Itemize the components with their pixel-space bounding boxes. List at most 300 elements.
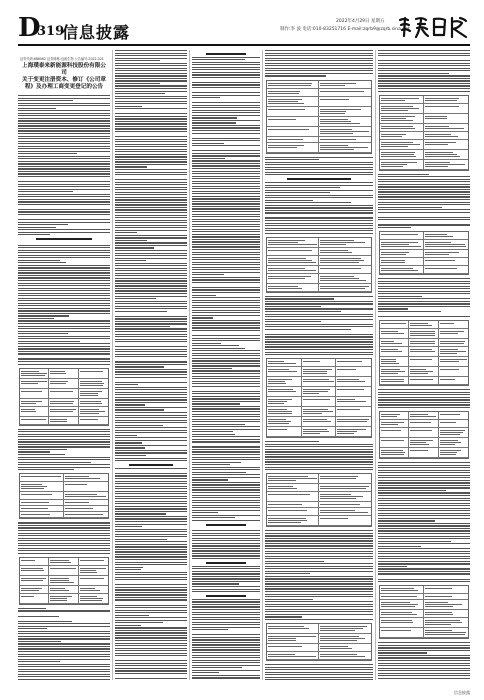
text-line bbox=[192, 553, 260, 554]
text-line bbox=[192, 512, 218, 513]
table-cell bbox=[64, 482, 108, 491]
text-line bbox=[18, 616, 59, 617]
text-line bbox=[18, 333, 68, 334]
page-number: 319 bbox=[37, 24, 65, 39]
text-line bbox=[378, 467, 470, 468]
text-line bbox=[115, 311, 167, 312]
text-line bbox=[115, 645, 187, 646]
table-cell bbox=[79, 379, 108, 388]
table-row bbox=[267, 387, 371, 397]
table-cell bbox=[20, 379, 49, 388]
text-line bbox=[265, 611, 373, 612]
column-4 bbox=[265, 50, 373, 680]
table-row bbox=[267, 397, 371, 407]
table-cell bbox=[64, 506, 108, 511]
text-line bbox=[378, 63, 470, 64]
text-line bbox=[115, 526, 142, 527]
text-line bbox=[192, 115, 260, 116]
table-cell bbox=[79, 407, 108, 416]
text-line bbox=[115, 113, 187, 114]
text-line bbox=[192, 363, 260, 364]
text-line bbox=[115, 144, 187, 145]
text-line bbox=[115, 620, 187, 621]
table-cell bbox=[409, 428, 438, 437]
text-line bbox=[192, 345, 239, 346]
text-line bbox=[18, 118, 110, 119]
text-line bbox=[192, 143, 224, 144]
table-cell bbox=[302, 367, 337, 376]
text-line bbox=[115, 470, 187, 471]
text-line bbox=[265, 667, 373, 668]
section-heading bbox=[36, 238, 91, 240]
table-cell bbox=[424, 250, 468, 257]
text-line bbox=[378, 58, 470, 59]
text-line bbox=[18, 255, 110, 256]
text-line bbox=[115, 478, 187, 479]
table-cell bbox=[380, 438, 409, 447]
text-line bbox=[115, 323, 187, 324]
table-cell bbox=[20, 369, 49, 378]
text-line bbox=[265, 187, 340, 188]
text-line bbox=[115, 182, 187, 183]
table-cell bbox=[409, 347, 438, 356]
text-line bbox=[115, 506, 187, 507]
text-line bbox=[115, 531, 187, 532]
text-line bbox=[265, 169, 373, 170]
table-cell bbox=[336, 417, 371, 426]
text-line bbox=[265, 581, 373, 582]
table-cell bbox=[319, 266, 371, 273]
text-line bbox=[378, 50, 470, 51]
text-line bbox=[378, 543, 470, 544]
text-line bbox=[192, 145, 260, 146]
text-line bbox=[378, 462, 470, 463]
text-line bbox=[115, 655, 187, 656]
text-line bbox=[265, 446, 373, 447]
text-line bbox=[115, 253, 187, 254]
text-line bbox=[265, 349, 373, 350]
text-line bbox=[18, 209, 110, 210]
text-line bbox=[115, 318, 187, 319]
table-cell bbox=[267, 427, 302, 436]
text-line bbox=[192, 122, 236, 123]
text-line bbox=[265, 672, 373, 673]
text-line bbox=[192, 662, 260, 663]
text-line bbox=[265, 558, 373, 559]
table-row bbox=[20, 417, 108, 425]
text-line bbox=[378, 392, 470, 393]
text-line bbox=[192, 282, 260, 283]
footer-mark: 信息披露 bbox=[454, 690, 470, 695]
text-line bbox=[192, 517, 235, 518]
text-line bbox=[378, 465, 470, 466]
text-line bbox=[265, 298, 334, 299]
text-line bbox=[115, 567, 143, 568]
text-line bbox=[265, 548, 373, 549]
text-line bbox=[192, 571, 260, 572]
data-table bbox=[379, 411, 469, 459]
text-line bbox=[192, 201, 260, 202]
text-line bbox=[192, 505, 260, 506]
text-line bbox=[192, 543, 260, 544]
text-line bbox=[192, 168, 260, 169]
text-line bbox=[115, 96, 187, 97]
text-line bbox=[115, 296, 187, 297]
table-row bbox=[20, 407, 108, 417]
text-line bbox=[115, 341, 187, 342]
table-cell bbox=[380, 628, 424, 637]
text-line bbox=[115, 420, 187, 421]
table-row bbox=[267, 407, 371, 417]
text-line bbox=[18, 522, 110, 523]
text-line bbox=[192, 181, 260, 182]
table-cell bbox=[424, 618, 468, 627]
text-line bbox=[192, 327, 260, 328]
data-table bbox=[266, 623, 372, 661]
text-line bbox=[18, 103, 110, 104]
data-table bbox=[379, 320, 469, 386]
text-line bbox=[115, 126, 187, 127]
text-line bbox=[378, 399, 470, 400]
table-cell bbox=[79, 558, 108, 565]
text-line bbox=[192, 125, 260, 126]
text-line bbox=[115, 268, 187, 269]
text-line bbox=[18, 643, 110, 644]
text-line bbox=[192, 198, 260, 199]
table-cell bbox=[319, 502, 371, 507]
table-row bbox=[380, 610, 468, 618]
text-line bbox=[265, 164, 373, 165]
text-line bbox=[192, 436, 260, 437]
text-line bbox=[18, 300, 110, 301]
text-line bbox=[192, 677, 260, 678]
text-line bbox=[378, 642, 470, 643]
text-line bbox=[115, 255, 187, 256]
text-line bbox=[265, 326, 373, 327]
text-line bbox=[192, 558, 260, 559]
text-line bbox=[18, 618, 110, 619]
text-line bbox=[192, 528, 260, 529]
text-line bbox=[265, 578, 373, 579]
text-line bbox=[192, 236, 260, 237]
column-divider bbox=[112, 50, 113, 680]
text-line bbox=[115, 536, 187, 537]
table-row bbox=[380, 586, 468, 594]
text-line bbox=[18, 343, 110, 344]
table-row bbox=[380, 114, 468, 124]
text-line bbox=[192, 148, 260, 149]
text-line bbox=[18, 328, 110, 329]
text-line bbox=[115, 85, 187, 86]
table-row bbox=[20, 389, 108, 399]
newspaper-logo bbox=[396, 14, 470, 40]
text-line bbox=[115, 445, 187, 446]
text-line bbox=[192, 292, 260, 293]
text-line bbox=[115, 437, 187, 438]
text-line bbox=[265, 619, 373, 620]
text-line bbox=[192, 497, 260, 498]
table-cell bbox=[439, 357, 468, 366]
text-line bbox=[115, 491, 187, 492]
table-row bbox=[380, 428, 468, 438]
table-row bbox=[20, 566, 108, 576]
text-line bbox=[378, 311, 441, 312]
table-cell bbox=[267, 274, 319, 283]
text-line bbox=[18, 308, 110, 309]
text-line bbox=[192, 244, 260, 245]
text-line bbox=[192, 72, 260, 73]
text-line bbox=[115, 354, 187, 355]
text-line bbox=[115, 197, 187, 198]
text-line bbox=[115, 361, 187, 362]
text-line bbox=[192, 660, 260, 661]
table-cell bbox=[319, 652, 371, 659]
text-line bbox=[378, 204, 470, 205]
table-row bbox=[267, 492, 371, 502]
text-line bbox=[265, 60, 373, 61]
text-line bbox=[115, 409, 164, 410]
text-line bbox=[192, 583, 239, 584]
text-line bbox=[115, 673, 187, 674]
text-line bbox=[192, 279, 260, 280]
text-line bbox=[192, 502, 260, 503]
text-line bbox=[115, 149, 187, 150]
text-line bbox=[192, 107, 260, 108]
text-line bbox=[115, 344, 187, 345]
text-line bbox=[192, 655, 260, 656]
text-line bbox=[378, 510, 470, 511]
text-line bbox=[265, 55, 373, 56]
table-cell bbox=[267, 474, 319, 483]
text-line bbox=[115, 554, 187, 555]
text-line bbox=[192, 333, 260, 334]
text-line bbox=[18, 318, 54, 319]
text-line bbox=[265, 586, 373, 587]
table-row bbox=[267, 97, 371, 107]
table-cell bbox=[319, 97, 371, 106]
text-line bbox=[18, 179, 110, 180]
article-body bbox=[378, 50, 470, 680]
text-line bbox=[18, 222, 110, 223]
data-table bbox=[19, 473, 109, 519]
table-cell bbox=[64, 492, 108, 499]
text-line bbox=[192, 360, 260, 361]
table-cell bbox=[267, 89, 319, 96]
text-line bbox=[192, 102, 260, 103]
column-3 bbox=[192, 50, 260, 680]
table-cell bbox=[424, 266, 468, 273]
text-line bbox=[265, 571, 373, 572]
text-line bbox=[18, 671, 110, 672]
text-line bbox=[192, 241, 260, 242]
table-cell bbox=[424, 600, 468, 609]
section-title: 信息披露 bbox=[62, 23, 131, 42]
table-cell bbox=[302, 397, 337, 406]
text-line bbox=[18, 110, 110, 111]
table-cell bbox=[49, 417, 78, 424]
table-cell bbox=[380, 357, 409, 366]
text-line bbox=[115, 336, 187, 337]
table-cell bbox=[267, 652, 319, 659]
text-line bbox=[18, 252, 110, 253]
table-cell bbox=[20, 399, 49, 406]
table-cell bbox=[319, 143, 371, 152]
text-line bbox=[192, 64, 260, 65]
table-cell bbox=[424, 628, 468, 637]
text-line bbox=[115, 678, 187, 679]
text-line bbox=[265, 604, 373, 605]
table-row bbox=[267, 127, 371, 137]
text-line bbox=[378, 525, 470, 526]
text-line bbox=[192, 589, 260, 590]
text-line bbox=[18, 454, 65, 455]
text-line bbox=[18, 441, 110, 442]
text-line bbox=[192, 469, 260, 470]
table-cell bbox=[49, 586, 78, 593]
text-line bbox=[192, 632, 260, 633]
text-line bbox=[265, 594, 373, 595]
text-line bbox=[378, 576, 470, 577]
text-line bbox=[115, 483, 187, 484]
table-cell bbox=[380, 240, 424, 249]
text-line bbox=[115, 440, 187, 441]
text-line bbox=[192, 246, 260, 247]
text-line bbox=[115, 450, 187, 451]
text-line bbox=[115, 635, 187, 636]
text-line bbox=[192, 130, 260, 131]
text-line bbox=[115, 653, 187, 654]
text-line bbox=[265, 230, 373, 231]
table-cell bbox=[64, 512, 108, 517]
table-cell bbox=[79, 586, 108, 593]
text-line bbox=[18, 651, 110, 652]
text-line bbox=[115, 602, 187, 603]
table-row bbox=[380, 420, 468, 428]
table-cell bbox=[439, 412, 468, 419]
text-line bbox=[18, 664, 110, 665]
text-line bbox=[378, 293, 470, 294]
table-cell bbox=[49, 389, 78, 398]
text-line bbox=[115, 493, 187, 494]
text-line bbox=[192, 320, 260, 321]
text-line bbox=[115, 551, 187, 552]
text-line bbox=[192, 614, 260, 615]
text-line bbox=[192, 474, 260, 475]
text-line bbox=[265, 596, 373, 597]
text-line bbox=[18, 217, 70, 218]
text-line bbox=[115, 351, 187, 352]
table-cell bbox=[424, 150, 468, 159]
table-cell bbox=[20, 482, 64, 491]
text-line bbox=[115, 263, 187, 264]
text-line bbox=[18, 161, 110, 162]
text-line bbox=[18, 654, 110, 655]
text-line bbox=[18, 313, 110, 314]
text-line bbox=[115, 273, 187, 274]
table-row bbox=[267, 256, 371, 266]
table-cell bbox=[319, 284, 371, 291]
text-line bbox=[115, 290, 187, 291]
text-line bbox=[192, 599, 260, 600]
table-cell bbox=[319, 137, 371, 142]
text-line bbox=[18, 270, 110, 271]
table-cell bbox=[49, 369, 78, 378]
table-row bbox=[267, 238, 371, 248]
text-line bbox=[378, 668, 470, 669]
text-line bbox=[115, 60, 160, 61]
text-line bbox=[115, 280, 187, 281]
table-cell bbox=[302, 417, 337, 426]
table-cell bbox=[20, 407, 49, 416]
text-line bbox=[115, 460, 187, 461]
table-cell bbox=[380, 586, 424, 593]
text-line bbox=[378, 91, 470, 92]
table-cell bbox=[49, 407, 78, 416]
table-cell bbox=[267, 248, 319, 255]
text-line bbox=[192, 403, 240, 404]
text-line bbox=[378, 60, 470, 61]
article-title-line-2: 关于变更注册资本、修订《公司章程》及办理工商变更登记的公告 bbox=[22, 77, 106, 90]
table-cell bbox=[20, 586, 49, 593]
table-cell bbox=[267, 407, 302, 416]
text-line bbox=[192, 586, 260, 587]
table-row bbox=[267, 508, 371, 516]
text-line bbox=[192, 62, 260, 63]
text-line bbox=[378, 301, 470, 302]
text-line bbox=[192, 477, 260, 478]
table-cell bbox=[424, 240, 468, 249]
table-row bbox=[380, 347, 468, 357]
text-line bbox=[115, 204, 187, 205]
header-rule bbox=[18, 44, 470, 46]
text-line bbox=[378, 394, 470, 395]
text-line bbox=[18, 457, 110, 458]
text-line bbox=[18, 136, 110, 137]
table-cell bbox=[409, 321, 438, 328]
text-line bbox=[265, 591, 373, 592]
text-line bbox=[115, 369, 187, 370]
text-line bbox=[18, 648, 110, 649]
text-line bbox=[18, 163, 110, 164]
data-table bbox=[266, 80, 372, 154]
table-cell bbox=[319, 474, 371, 483]
text-line bbox=[378, 655, 470, 656]
text-line bbox=[265, 441, 319, 442]
text-line bbox=[18, 431, 110, 432]
text-line bbox=[115, 179, 187, 180]
text-line bbox=[192, 315, 260, 316]
text-line bbox=[115, 572, 187, 573]
text-line bbox=[115, 75, 187, 76]
text-line bbox=[18, 346, 110, 347]
table-cell bbox=[20, 566, 49, 575]
text-line bbox=[18, 267, 110, 268]
table-row bbox=[267, 474, 371, 484]
table-cell bbox=[302, 359, 337, 366]
text-line bbox=[115, 328, 187, 329]
text-line bbox=[18, 98, 110, 99]
text-line bbox=[192, 338, 260, 339]
text-line bbox=[265, 217, 373, 218]
text-line bbox=[265, 223, 373, 224]
text-line bbox=[115, 227, 187, 228]
section-heading bbox=[287, 178, 352, 180]
text-line bbox=[378, 581, 470, 582]
text-line bbox=[265, 583, 373, 584]
text-line bbox=[192, 472, 246, 473]
table-row bbox=[380, 438, 468, 448]
text-line bbox=[192, 411, 260, 412]
